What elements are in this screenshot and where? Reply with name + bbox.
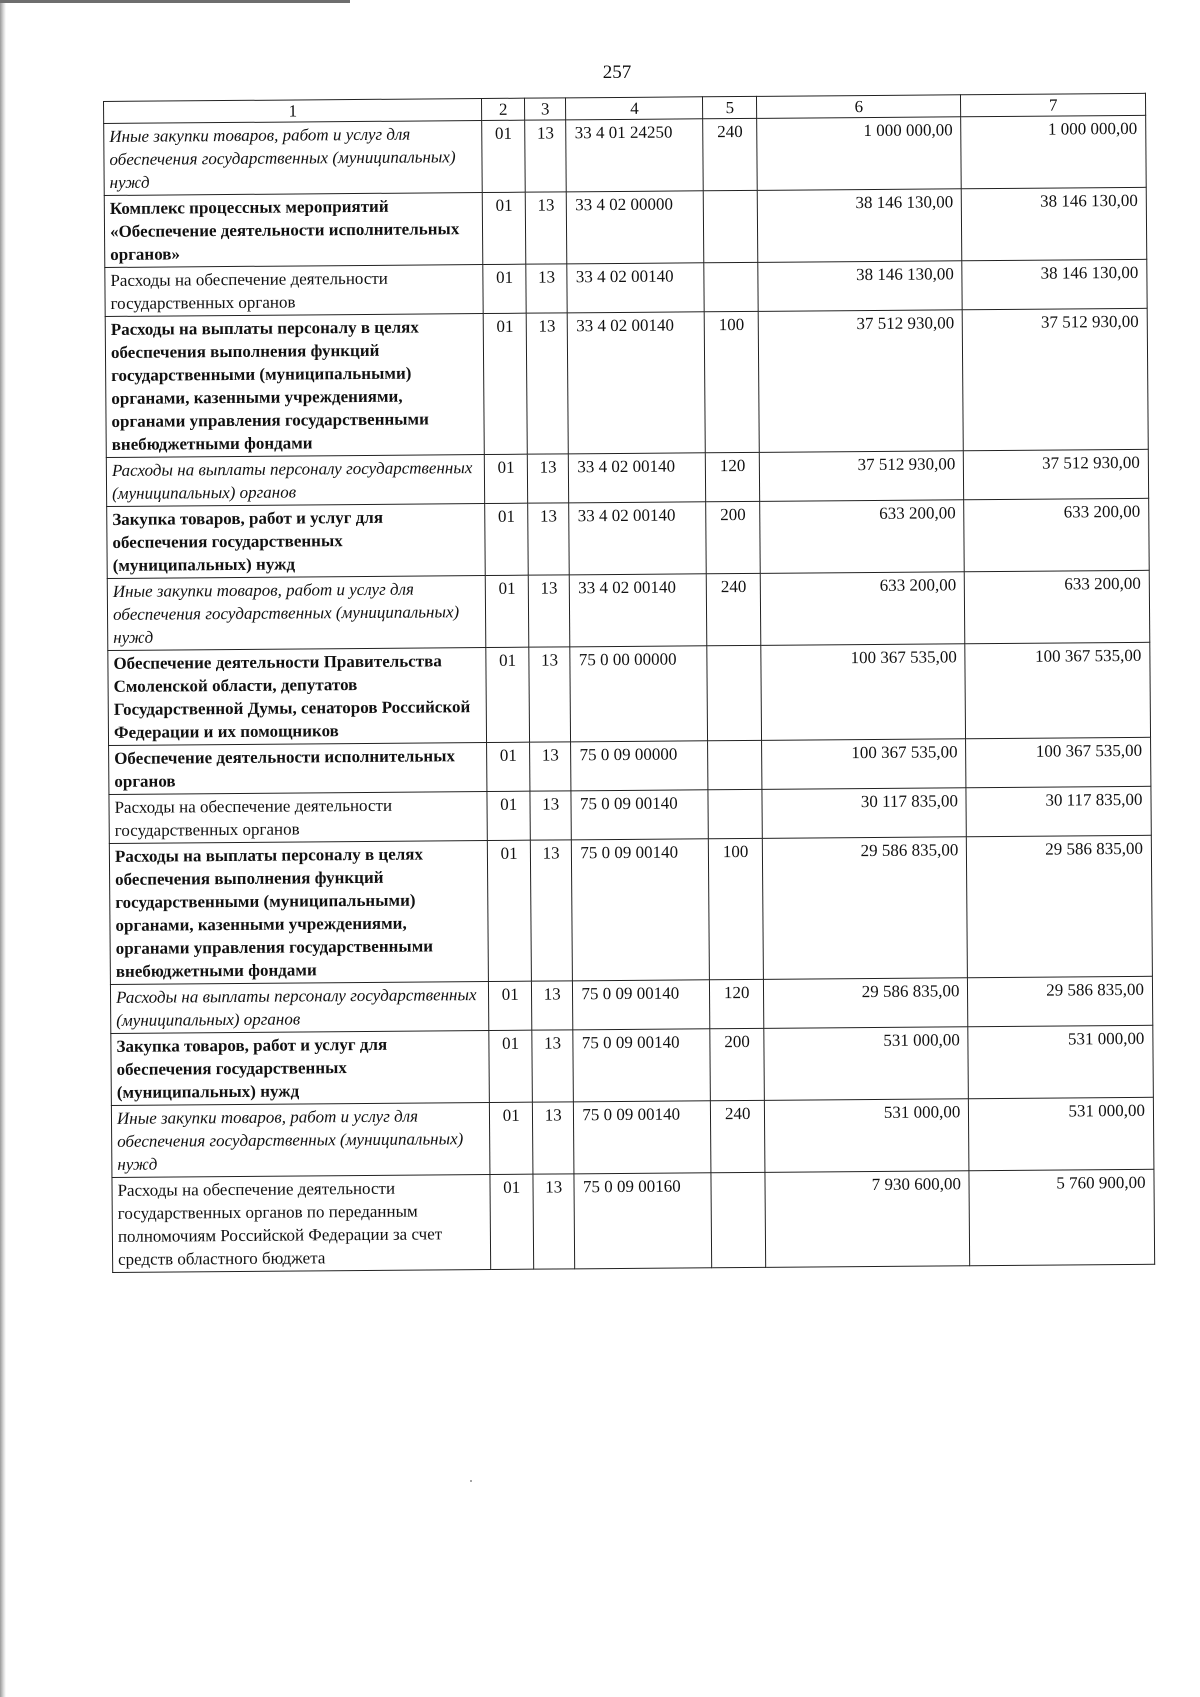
row-expense-type [708,740,762,789]
row-section-code: 01 [482,120,525,192]
row-name-cell: Закупка товаров, работ и услуг для обеспечения государственных (муниципальных) нужд [107,504,486,579]
row-name-cell: Обеспечение деятельности Правительства Смоленской области, депутатов Государственной Думы, сенаторов Российской Федерации и их помощников [108,648,487,746]
table-row [104,187,1147,267]
row-expense-type: 120 [706,452,760,501]
row-amount-year-2: 38 146 130,00 [962,187,1147,260]
row-amount-year-2: 29 586 835,00 [967,835,1153,977]
table-row [109,786,1151,843]
row-expense-type: 240 [706,573,760,645]
row-amount-year-1: 100 367 535,00 [761,644,966,741]
table-row [109,737,1151,794]
row-section-code: 01 [485,503,528,575]
row-section-code: 01 [490,1174,533,1269]
row-amount-year-2: 100 367 535,00 [965,642,1150,738]
row-amount-year-1: 7 930 600,00 [765,1171,970,1268]
row-expense-type [711,1172,766,1267]
row-amount-year-2: 37 512 930,00 [963,308,1149,450]
row-expense-type: 200 [710,1028,764,1100]
row-name-cell: Расходы на выплаты персоналу в целях обеспечения выполнения функций государственными (муниципальными) органами, казенными учреждениями, органами управления государственными внебюджетными фондами [109,841,489,985]
row-subsection-code: 13 [530,840,573,981]
row-subsection-code: 13 [532,1030,574,1102]
row-target-article: 33 4 02 00140 [570,574,707,647]
row-subsection-code: 13 [527,454,569,503]
row-amount-year-2: 30 117 835,00 [966,786,1151,836]
table-row [104,115,1147,195]
row-name-cell: Иные закупки товаров, работ и услуг для обеспечения государственных (муниципальных) нужд [104,121,483,196]
header-col-5: 5 [703,96,757,118]
row-section-code: 01 [486,647,529,742]
header-col-2: 2 [482,98,525,120]
row-subsection-code: 13 [528,503,570,575]
row-subsection-code: 13 [530,791,572,840]
table-row [111,1025,1154,1105]
header-col-6: 6 [757,95,961,119]
row-amount-year-1: 30 117 835,00 [762,788,967,839]
row-subsection-code: 13 [525,192,567,264]
row-target-article: 33 4 02 00140 [567,263,704,313]
row-subsection-code: 13 [529,647,571,742]
header-col-1: 1 [104,99,483,124]
page-number: 257 [602,62,632,83]
row-amount-year-1: 531 000,00 [765,1099,970,1173]
row-name-cell: Расходы на обеспечение деятельности государственных органов по переданным полномочиям Российской Федерации за счет средств областного бюджета [112,1174,491,1272]
row-subsection-code: 13 [531,981,573,1030]
row-expense-type [707,645,762,740]
row-section-code: 01 [488,840,532,981]
row-expense-type: 200 [706,501,760,573]
row-section-code: 01 [490,1102,533,1174]
budget-table [103,93,1155,1273]
row-name-cell: Расходы на обеспечение деятельности государственных органов [105,265,484,317]
header-col-4: 4 [566,97,703,120]
row-section-code: 01 [487,742,530,791]
row-target-article: 33 4 02 00140 [569,502,706,575]
row-subsection-code: 13 [526,313,569,454]
scan-speck [470,1480,472,1482]
row-amount-year-1: 531 000,00 [764,1027,969,1101]
row-target-article: 75 0 00 00000 [570,646,708,742]
row-amount-year-2: 531 000,00 [968,1025,1153,1098]
table-row [106,449,1148,506]
row-amount-year-2: 37 512 930,00 [964,449,1149,499]
row-target-article: 33 4 02 00140 [568,312,706,454]
row-expense-type: 120 [710,979,764,1028]
row-amount-year-1: 38 146 130,00 [757,189,962,263]
row-amount-year-2: 633 200,00 [965,570,1150,643]
row-name-cell: Комплекс процессных мероприятий «Обеспечение деятельности исполнительных органов» [104,193,483,268]
row-target-article: 75 0 09 00140 [573,980,710,1030]
table-row [111,1097,1154,1177]
row-amount-year-2: 29 586 835,00 [968,976,1153,1026]
row-amount-year-1: 100 367 535,00 [762,739,967,790]
row-target-article: 33 4 02 00140 [569,453,706,503]
row-amount-year-1: 37 512 930,00 [758,310,963,453]
row-section-code: 01 [489,1030,532,1102]
row-target-article: 75 0 09 00160 [574,1173,712,1269]
row-amount-year-2: 5 760 900,00 [969,1169,1154,1265]
row-amount-year-1: 633 200,00 [760,572,965,646]
row-expense-type: 240 [703,118,757,190]
row-expense-type: 100 [704,311,759,452]
row-subsection-code: 13 [529,742,571,791]
row-amount-year-2: 1 000 000,00 [961,115,1146,188]
table-row [109,835,1152,984]
header-col-3: 3 [524,98,566,120]
row-amount-year-2: 531 000,00 [969,1097,1154,1170]
row-amount-year-1: 29 586 835,00 [762,837,967,980]
table-row [105,259,1147,316]
scan-top-mark [0,0,350,3]
row-section-code: 01 [489,981,532,1030]
row-amount-year-1: 1 000 000,00 [757,117,962,191]
row-target-article: 75 0 09 00140 [572,839,710,981]
row-section-code: 01 [485,454,528,503]
row-name-cell: Иные закупки товаров, работ и услуг для обеспечения государственных (муниципальных) нужд [111,1102,490,1177]
row-subsection-code: 13 [533,1174,575,1269]
row-amount-year-1: 29 586 835,00 [764,978,969,1029]
row-name-cell: Расходы на выплаты персоналу государственных (муниципальных) органов [110,981,489,1033]
table-row [107,498,1150,578]
row-name-cell: Расходы на обеспечение деятельности государственных органов [109,792,488,844]
row-name-cell: Иные закупки товаров, работ и услуг для обеспечения государственных (муниципальных) нужд [107,576,486,651]
row-section-code: 01 [487,791,530,840]
row-subsection-code: 13 [526,264,568,313]
table-row [108,642,1151,745]
row-section-code: 01 [483,192,526,264]
row-section-code: 01 [486,575,529,647]
row-expense-type: 100 [709,838,764,979]
row-amount-year-1: 38 146 130,00 [758,261,963,312]
row-target-article: 33 4 02 00000 [567,191,704,264]
row-target-article: 75 0 09 00000 [571,741,708,791]
row-target-article: 75 0 09 00140 [571,790,708,840]
row-target-article: 75 0 09 00140 [573,1029,710,1102]
row-subsection-code: 13 [532,1102,574,1174]
row-name-cell: Обеспечение деятельности исполнительных органов [109,743,488,795]
row-expense-type: 240 [711,1100,765,1172]
header-col-7: 7 [961,93,1146,116]
row-name-cell: Расходы на выплаты персоналу государственных (муниципальных) органов [106,455,485,507]
row-section-code: 01 [484,313,528,454]
row-name-cell: Закупка товаров, работ и услуг для обеспечения государственных (муниципальных) нужд [111,1030,490,1105]
table-row [107,570,1150,650]
row-target-article: 75 0 09 00140 [574,1101,711,1174]
row-expense-type [704,262,758,311]
row-amount-year-2: 100 367 535,00 [966,737,1151,787]
table-row [105,308,1148,457]
row-amount-year-2: 633 200,00 [964,498,1149,571]
row-target-article: 33 4 01 24250 [566,119,703,192]
row-amount-year-1: 37 512 930,00 [759,451,964,502]
row-subsection-code: 13 [525,120,567,192]
table-row [112,1169,1155,1272]
scan-shadow-edge [0,0,6,1697]
row-amount-year-1: 633 200,00 [760,500,965,574]
row-expense-type [703,190,757,262]
row-name-cell: Расходы на выплаты персоналу в целях обеспечения выполнения функций государственными (муниципальными) органами, казенными учреждениями, органами управления государственными внебюджетными фондами [105,314,485,458]
table-row [110,976,1152,1033]
row-amount-year-2: 38 146 130,00 [962,259,1147,309]
row-section-code: 01 [483,264,526,313]
row-expense-type [708,789,762,838]
row-subsection-code: 13 [528,575,570,647]
